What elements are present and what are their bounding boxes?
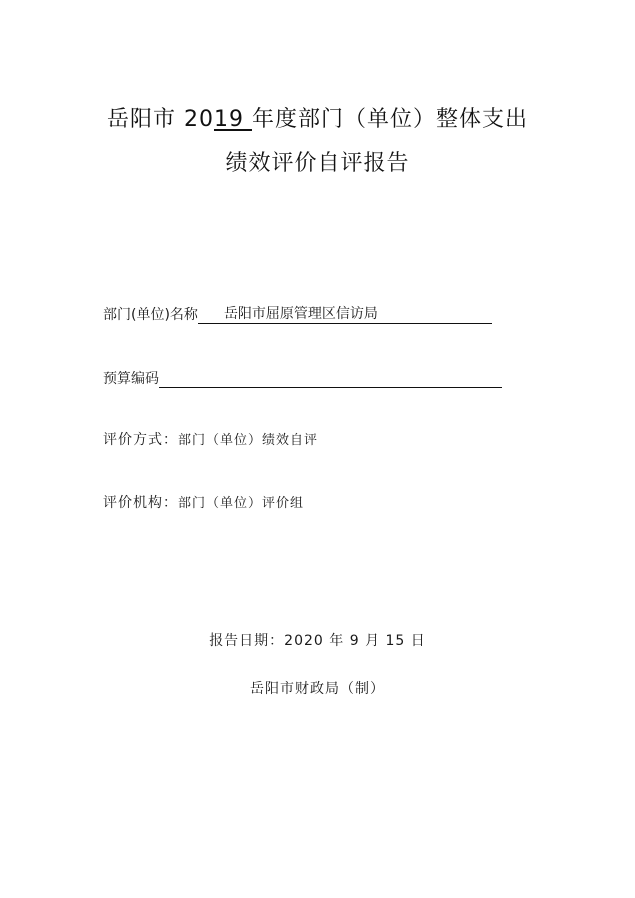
report-date: 报告日期：2020 年 9 月 15 日	[209, 633, 426, 649]
issuing-authority: 岳阳市财政局（制）	[250, 681, 385, 697]
report-title-line-2: 绩效评价自评报告	[225, 151, 410, 176]
title-suffix: 年度部门（单位）整体支出	[251, 107, 528, 132]
report-title-line-1	[0, 102, 635, 133]
title-year-underlined: 19	[213, 107, 252, 132]
evaluation-method-field	[103, 429, 318, 449]
evaluation-method-label: 评价方式：	[103, 432, 178, 448]
budget-code-label: 预算编码	[103, 371, 159, 387]
budget-code-field	[103, 368, 502, 388]
evaluation-organization-field	[103, 492, 304, 512]
department-name-field	[103, 304, 492, 324]
department-name-text: 岳阳市屈原管理区信访局	[223, 306, 378, 322]
department-name-value	[198, 306, 492, 324]
evaluation-organization-label: 评价机构：	[103, 495, 178, 511]
budget-code-value	[159, 370, 502, 388]
title-prefix: 岳阳市 20	[106, 107, 214, 132]
evaluation-organization-value: 部门（单位）评价组	[178, 496, 305, 511]
department-name-label: 部门(单位)名称	[103, 307, 198, 323]
evaluation-method-value: 部门（单位）绩效自评	[178, 433, 319, 448]
